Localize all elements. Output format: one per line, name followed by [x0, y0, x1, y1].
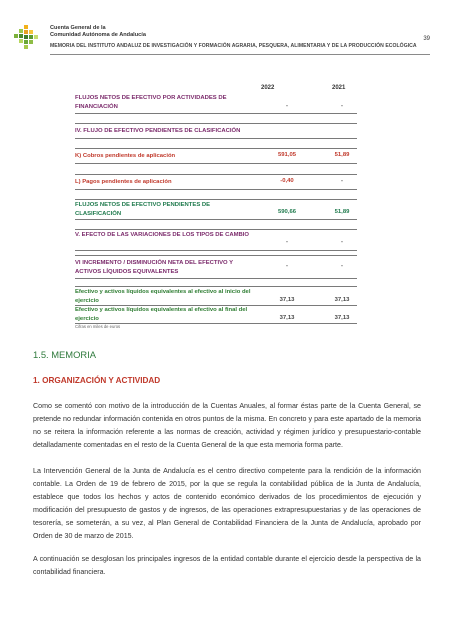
header-divider [50, 54, 430, 55]
row-value-2021: 37,13 [334, 315, 350, 321]
row-divider [75, 278, 357, 279]
row-value-2022: 590,66 [277, 209, 297, 215]
table-row [75, 231, 357, 248]
row-divider [75, 255, 357, 256]
row-label: L) Pagos pendientes de aplicación [75, 179, 172, 185]
row-divider [75, 148, 357, 149]
row-label: Efectivo y activos líquidos equivalentes al efectivo al inicio del ejercicio [75, 289, 251, 304]
row-value-2022: 37,13 [279, 297, 295, 303]
row-divider [75, 250, 357, 251]
row-label: VI INCREMENTO / DISMINUCIÓN NETA DEL EFECTIVO Y ACTIVOS LÍQUIDOS EQUIVALENTES [75, 260, 233, 275]
junta-andalucia-logo-icon [12, 22, 46, 50]
row-value-2021: - [341, 239, 343, 245]
paragraph: Como se comentó con motivo de la introducción de la Cuentas Anuales, al formar éstas parte de la Cuenta General, se pretende no redundar información contenida en otros puntos de la misma. En concreto y para este apartado de la memoria no se reitera la información referente a las normas de creación, actividad y régimen jurídico y presupuestario-contable detalladamente comentadas en el resto de la Cuenta General de la que esta memoria forma parte. [33, 402, 421, 449]
document-subtitle: MEMORIA DEL INSTITUTO ANDALUZ DE INVESTIGACIÓN Y FORMACIÓN AGRARIA, PESQUERA, ALIMENTARIA Y DE LA PRODUCCIÓN ECOLÓGICA [50, 43, 417, 49]
row-value-2022: 37,13 [279, 315, 295, 321]
row-divider [75, 113, 357, 114]
row-value-2021: - [341, 178, 343, 184]
section-subheading: 1. ORGANIZACIÓN Y ACTIVIDAD [33, 376, 161, 385]
page-header [0, 0, 452, 70]
row-divider [75, 174, 357, 175]
row-label: IV. FLUJO DE EFECTIVO PENDIENTES DE CLASIFICACIÓN [75, 128, 241, 134]
row-label: FLUJOS NETOS DE EFECTIVO POR ACTIVIDADES DE FINANCIACIÓN [75, 95, 227, 110]
row-divider [75, 123, 357, 124]
organization-name: Cuenta General de la Comunidad Autónoma de Andalucía [50, 25, 146, 38]
table-note: Cifras en miles de euros [75, 324, 121, 329]
table-row [75, 152, 357, 161]
row-label: K) Cobros pendientes de aplicación [75, 153, 176, 159]
table-row [75, 127, 357, 136]
year-2021-header: 2021 [332, 85, 346, 91]
row-value-2022: 591,05 [277, 152, 297, 158]
year-2022-header: 2022 [261, 85, 275, 91]
row-divider [75, 138, 357, 139]
row-value-2022: - [286, 263, 288, 269]
table-row [75, 288, 357, 305]
row-divider [75, 163, 357, 164]
row-label: V. EFECTO DE LAS VARIACIONES DE LOS TIPOS DE CAMBIO [75, 232, 250, 238]
table-row [75, 178, 357, 187]
row-value-2021: - [341, 103, 343, 109]
row-divider [75, 219, 357, 220]
table-row [75, 201, 357, 218]
section-heading: 1.5. MEMORIA [33, 349, 97, 360]
paragraph: La Intervención General de la Junta de Andalucía es el centro directivo competente para la rendición de la información contable. La Orden de 19 de febrero de 2015, por la que se regula la contabilidad pública de la Junta de Andalucía, establece que todos los hechos y actos de contenido económico derivados de los procedimientos de ejecución y modificación del presupuesto de gastos y de ingresos, de las operaciones extrapresupuestarias y de las operaciones de tesorería, se someterán, a su vez, al Plan General de Contabilidad Financiera de la Junta de Andalucía, aprobado por Orden de 30 de marzo de 2015. [33, 467, 421, 540]
row-label: FLUJOS NETOS DE EFECTIVO PENDIENTES DE CLASIFICACIÓN [75, 202, 211, 217]
table-row [75, 259, 357, 276]
row-label: Efectivo y activos líquidos equivalentes al efectivo al final del ejercicio [75, 307, 248, 322]
row-value-2021: 51,89 [334, 152, 350, 158]
paragraph: A continuación se desglosan los principales ingresos de la entidad contable durante el ejercicio desde la perspectiva de la contabilidad financiera. [33, 555, 421, 576]
row-divider [75, 286, 357, 287]
row-value-2022: -0,40 [280, 178, 294, 184]
year-header-row [75, 85, 357, 94]
row-value-2021: 51,89 [334, 209, 350, 215]
row-divider [75, 199, 357, 200]
table-row [75, 94, 357, 111]
row-value-2022: - [286, 239, 288, 245]
row-value-2021: 37,13 [334, 297, 350, 303]
page-number: 39 [423, 36, 430, 42]
table-row [75, 306, 357, 323]
row-value-2022: - [286, 103, 288, 109]
row-divider [75, 189, 357, 190]
row-value-2021: - [341, 263, 343, 269]
row-divider [75, 229, 357, 230]
